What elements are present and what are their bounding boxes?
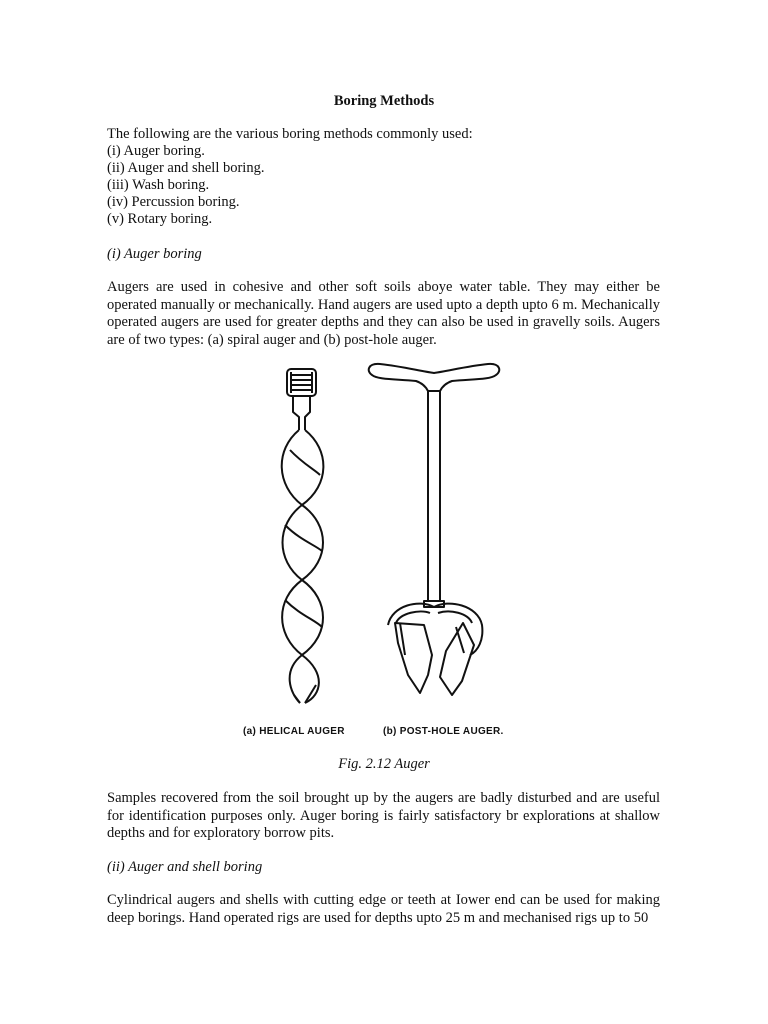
page-title: Boring Methods — [333, 93, 435, 109]
paragraph-auger-intro: Augers are used in cohesive and other soft soils aboye water table. They may either be operated manually or mechanically. Hand augers are used upto a depth upto 6 m. Mechanically operated augers are used for greater depths and they can also be used in gravelly soils. Augers are of two types: (a) spiral auger and (b) post-hole auger. — [107, 279, 660, 348]
figure-label-helical-auger: (a) HELICAL AUGER — [243, 726, 345, 737]
method-list-item: (ii) Auger and shell boring. — [107, 160, 265, 176]
paragraph-auger-shell: Cylindrical augers and shells with cutting edge or teeth at Iower end can be used for making deep borings. Hand operated rigs are used for depths upto 25 m and mechanised rigs up to 50 — [107, 892, 660, 926]
post-hole-auger-illustration — [369, 364, 500, 695]
section-heading-auger-shell-boring: (ii) Auger and shell boring — [107, 859, 263, 875]
intro-text: The following are the various boring methods commonly used: — [107, 126, 473, 142]
paragraph-auger-samples: Samples recovered from the soil brought up by the augers are badly disturbed and are useful for identification purposes only. Auger boring is fairly satisfactory br explorations at shallow depths and for exploratory borrow pits. — [107, 790, 660, 841]
method-list-item: (iii) Wash boring. — [107, 177, 210, 193]
method-list-item: (i) Auger boring. — [107, 143, 205, 159]
auger-figure — [0, 355, 768, 725]
helical-auger-illustration — [282, 369, 324, 703]
method-list-item: (v) Rotary boring. — [107, 211, 213, 227]
section-heading-auger-boring: (i) Auger boring — [107, 246, 202, 262]
figure-caption: Fig. 2.12 Auger — [338, 756, 430, 772]
method-list-item: (iv) Percussion boring. — [107, 194, 240, 210]
figure-label-post-hole-auger: (b) POST-HOLE AUGER. — [383, 726, 504, 737]
